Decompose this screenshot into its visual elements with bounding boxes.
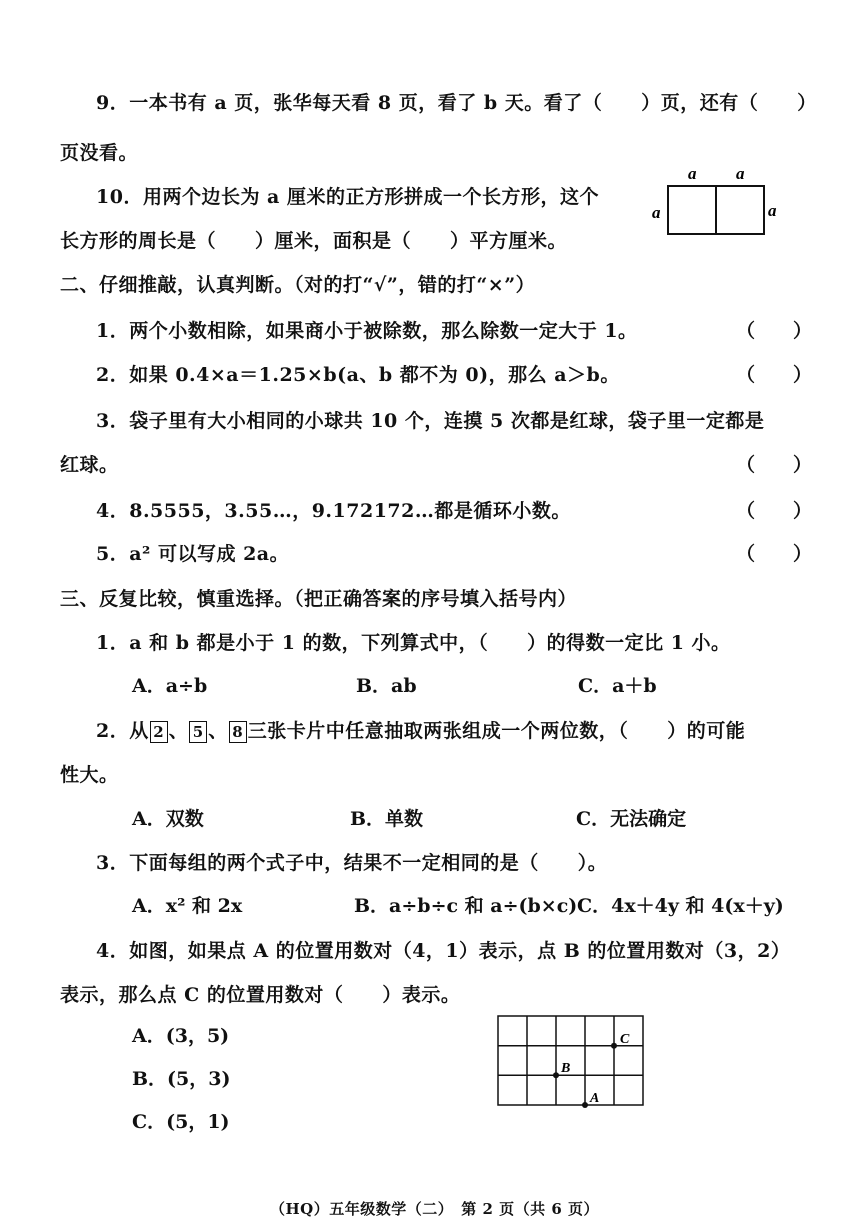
card-5: 5 [189, 721, 207, 743]
point-c [611, 1043, 617, 1049]
judge-answer-1[interactable]: （ ） [736, 320, 813, 342]
judge-answer-3[interactable]: （ ） [736, 454, 813, 476]
judge-item-5: 5．a² 可以写成 2a。 [96, 543, 290, 565]
point-b [553, 1072, 559, 1078]
section3-title: 三、反复比较，慎重选择。（把正确答案的序号填入括号内） [60, 588, 578, 610]
judge-answer-5[interactable]: （ ） [736, 543, 813, 565]
choice-q1: 1．a 和 b 都是小于 1 的数，下列算式中，（ ）的得数一定比 1 小。 [96, 632, 731, 654]
label-point-b: B [561, 1061, 571, 1076]
choice-q2-suffix: 三张卡片中任意抽取两张组成一个两位数，（ ）的可能 [247, 720, 746, 742]
q10-line1: 10．用两个边长为 a 厘米的正方形拼成一个长方形，这个 [96, 186, 599, 208]
q9-line2: 页没看。 [60, 142, 139, 164]
choice-q2-prefix: 2．从 [96, 720, 149, 742]
choice-q4-option-a[interactable]: A．(3，5) [132, 1025, 230, 1047]
q10-rectangle-figure [648, 162, 788, 242]
section2-title: 二、仔细推敲，认真判断。（对的打“√”，错的打“×”） [60, 274, 536, 296]
choice-q4-line1: 4．如图，如果点 A 的位置用数对（4，1）表示，点 B 的位置用数对（3，2） [96, 940, 791, 962]
choice-q4-line2: 表示，那么点 C 的位置用数对（ ）表示。 [60, 984, 461, 1006]
choice-q2-option-a[interactable]: A．双数 [132, 808, 204, 830]
choice-q2-cont: 性大。 [60, 764, 119, 786]
coordinate-grid-figure [494, 1012, 654, 1112]
judge-item-3-cont: 红球。 [60, 454, 119, 476]
point-a [582, 1102, 588, 1108]
page-footer: （HQ）五年级数学（二） 第 2 页（共 6 页） [270, 1200, 600, 1218]
card-8: 8 [229, 721, 247, 743]
q10-line2: 长方形的周长是（ ）厘米，面积是（ ）平方厘米。 [60, 230, 568, 252]
label-point-c: C [620, 1032, 630, 1047]
choice-q2-option-b[interactable]: B．单数 [350, 808, 424, 830]
label-left: a [652, 203, 661, 222]
choice-q3: 3．下面每组的两个式子中，结果不一定相同的是（ ）。 [96, 852, 608, 874]
judge-answer-2[interactable]: （ ） [736, 364, 813, 386]
judge-answer-4[interactable]: （ ） [736, 500, 813, 522]
card-separator: 、 [168, 720, 189, 742]
choice-q4-option-c[interactable]: C．(5，1) [132, 1111, 230, 1133]
card-separator: 、 [208, 720, 228, 742]
choice-q2-option-c[interactable]: C．无法确定 [576, 808, 687, 830]
judge-item-2: 2．如果 0.4×a＝1.25×b(a、b 都不为 0)，那么 a＞b。 [96, 364, 620, 386]
choice-q1-option-b[interactable]: B．ab [356, 675, 417, 697]
choice-q1-option-a[interactable]: A．a÷b [132, 675, 208, 697]
judge-item-4: 4．8.5555，3.55…，9.172172…都是循环小数。 [96, 500, 571, 522]
choice-q2 [96, 718, 745, 744]
choice-q3-option-a[interactable]: A．x² 和 2x [132, 895, 243, 917]
label-right: a [768, 201, 777, 220]
card-2: 2 [150, 721, 168, 743]
choice-q1-option-c[interactable]: C．a＋b [578, 675, 657, 697]
label-top-left: a [688, 164, 697, 183]
judge-item-3: 3．袋子里有大小相同的小球共 10 个，连摸 5 次都是红球，袋子里一定都是 [96, 410, 765, 432]
choice-q3-option-c[interactable]: C．4x＋4y 和 4(x＋y) [577, 895, 784, 917]
judge-item-1: 1．两个小数相除，如果商小于被除数，那么除数一定大于 1。 [96, 320, 638, 342]
choice-q3-option-b[interactable]: B．a÷b÷c 和 a÷(b×c) [354, 895, 578, 917]
choice-q4-option-b[interactable]: B．(5，3) [132, 1068, 231, 1090]
label-top-right: a [736, 164, 745, 183]
q9-line1: 9．一本书有 a 页，张华每天看 8 页，看了 b 天。看了（ ）页，还有（ ） [96, 92, 817, 114]
label-point-a: A [590, 1091, 600, 1106]
